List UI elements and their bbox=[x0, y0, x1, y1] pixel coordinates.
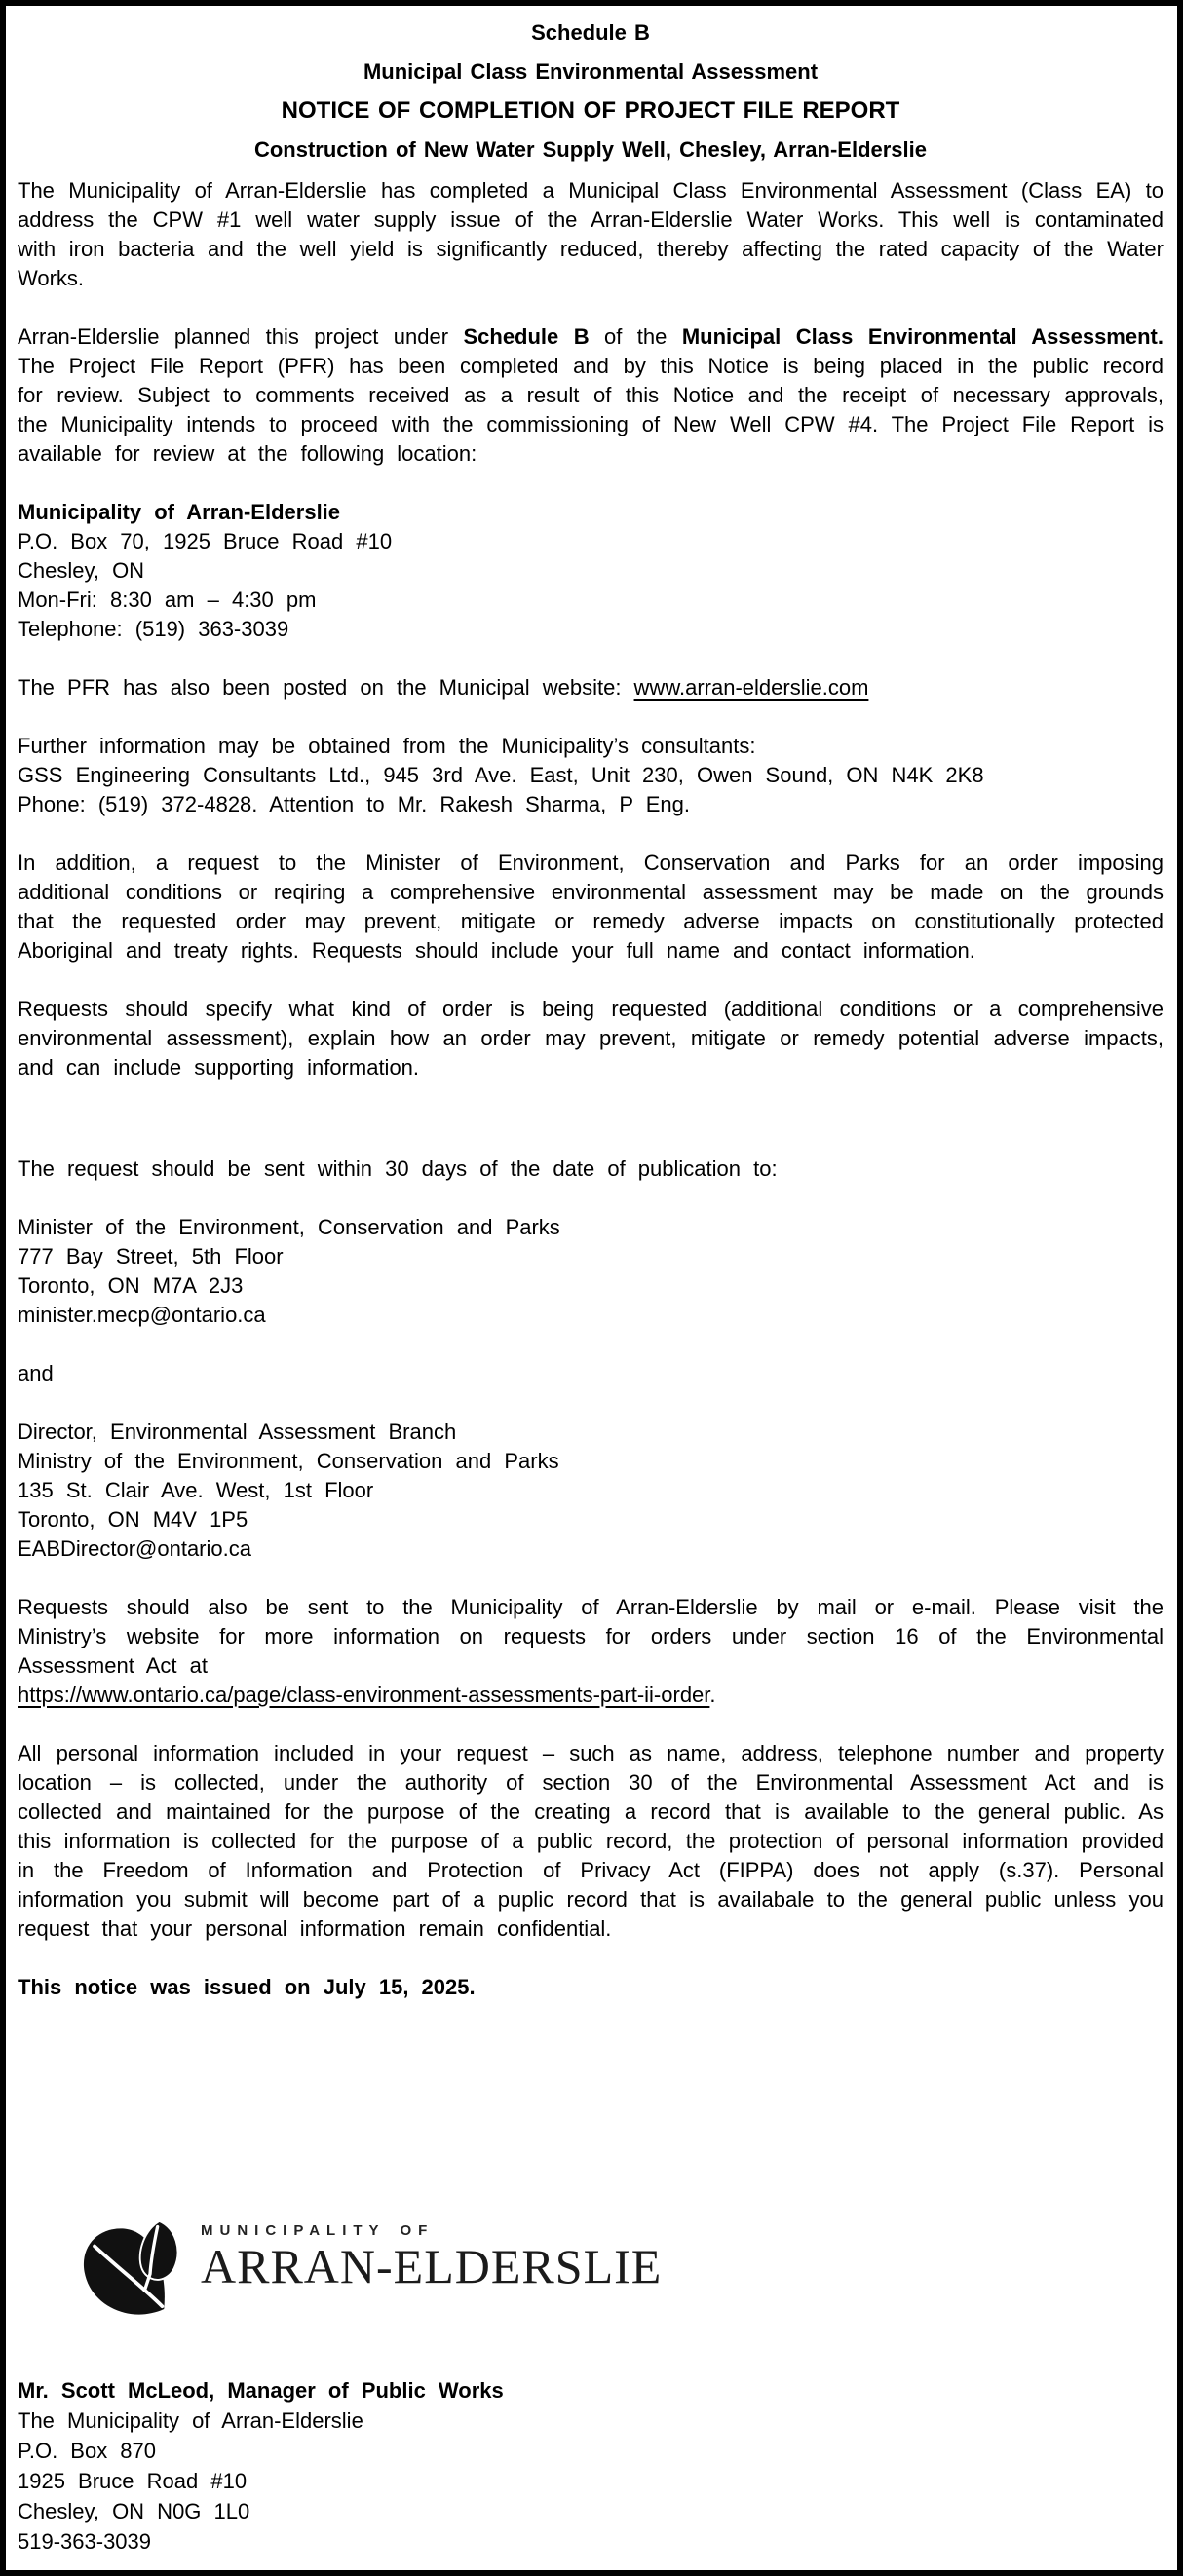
footer-group bbox=[18, 2208, 1164, 2557]
requests-also-paragraph bbox=[18, 1593, 1164, 1710]
consultants-block bbox=[18, 732, 1164, 819]
pfr-website-line bbox=[18, 673, 1164, 702]
municipal-class-ea-bold: Municipal Class Environmental Assessment. bbox=[681, 324, 1164, 349]
consultants-address-line: GSS Engineering Consultants Ltd., 945 3rd Ave. East, Unit 230, Owen Sound, ON N4K 2K8 bbox=[18, 763, 984, 787]
heading-schedule: Schedule B bbox=[531, 20, 650, 45]
specify-paragraph: Requests should specify what kind of order is being requested (additional conditions or a comprehensive environmental assessment), explain how an order may prevent, mitigate or remedy potential adverse impacts, and can include supporting information. bbox=[18, 997, 1164, 1080]
director-title-line: Director, Environmental Assessment Branch bbox=[18, 1420, 457, 1444]
minister-email: minister.mecp@ontario.ca bbox=[18, 1303, 266, 1327]
municipality-logo bbox=[78, 2217, 1164, 2336]
signature-phone-line: 519-363-3039 bbox=[18, 2529, 152, 2554]
signature-block bbox=[18, 2375, 1164, 2557]
schedule-paragraph-text: Arran-Elderslie planned this project under bbox=[18, 324, 464, 349]
send-within-30-days-line: The request should be sent within 30 days of the date of publication to: bbox=[18, 1156, 778, 1181]
logo-small-text: MUNICIPALITY OF bbox=[201, 2222, 435, 2239]
schedule-paragraph-text: of the bbox=[589, 324, 682, 349]
heading-notice-of-completion: NOTICE OF COMPLETION OF PROJECT FILE REPORT bbox=[281, 97, 900, 124]
director-street-line: 135 St. Clair Ave. West, 1st Floor bbox=[18, 1478, 374, 1502]
logo-text bbox=[201, 2217, 662, 2292]
schedule-paragraph-text: The Project File Report (PFR) has been completed and by this Notice is being placed in the public record for review. Subject to comments received as a result of this Notice and the receipt of necessary approvals, the Municipality intends to proceed with the commissioning of New Well CPW #4. The Project File Report is available for review at the following location: bbox=[18, 354, 1164, 466]
consultants-intro-line: Further information may be obtained from the Municipality’s consultants: bbox=[18, 734, 756, 758]
minister-title-line: Minister of the Environment, Conservation and Parks bbox=[18, 1215, 560, 1239]
schedule-b-bold: Schedule B bbox=[463, 324, 590, 349]
order-request-paragraph: In addition, a request to the Minister of Environment, Conservation and Parks for an order imposing additional conditions or reqiring a comprehensive environmental assessment may be made on the grounds that the requested order may prevent, mitigate or remedy adverse impacts on constitutionally protected Aboriginal and treaty rights. Requests should include your full name and contact information. bbox=[18, 851, 1164, 963]
and-separator: and bbox=[18, 1361, 54, 1385]
pfr-website-text: The PFR has also been posted on the Municipal website: bbox=[18, 675, 634, 700]
municipality-address-block bbox=[18, 498, 1164, 644]
municipality-address-line: P.O. Box 70, 1925 Bruce Road #10 bbox=[18, 529, 393, 553]
logo-large-text: ARRAN-ELDERSLIE bbox=[201, 2239, 663, 2293]
schedule-paragraph bbox=[18, 322, 1164, 469]
privacy-paragraph: All personal information included in your request – such as name, address, telephone number and property location – is collected, under the authority of section 30 of the Environmental Assessment Act and is collected and maintained for the purpose of the creating a record that is available to the general public. As this information is collected for the purpose of a public record, the protection of personal information provided in the Freedom of Information and Protection of Privacy Act (FIPPA) does not apply (s.37). Personal information you submit will become part of a puplic record that is availabale to the general public unless you request that your personal information remain confidential. bbox=[18, 1741, 1164, 1941]
signature-road-line: 1925 Bruce Road #10 bbox=[18, 2469, 248, 2493]
signature-city-line: Chesley, ON N0G 1L0 bbox=[18, 2499, 250, 2523]
municipality-name: Municipality of Arran-Elderslie bbox=[18, 500, 341, 524]
signature-org-line: The Municipality of Arran-Elderslie bbox=[18, 2408, 363, 2433]
requests-also-period: . bbox=[709, 1683, 716, 1707]
heading-project-title: Construction of New Water Supply Well, Chesley, Arran-Elderslie bbox=[253, 137, 928, 162]
requests-also-text: Requests should also be sent to the Municipality of Arran-Elderslie by mail or e-mail. Please visit the Ministry’s website for more information on requests for orders under section 16 of the Environmental Assessment Act at bbox=[18, 1595, 1164, 1678]
signature-name-line: Mr. Scott McLeod, Manager of Public Works bbox=[18, 2378, 504, 2403]
director-address-block bbox=[18, 1418, 1164, 1564]
minister-street-line: 777 Bay Street, 5th Floor bbox=[18, 1244, 284, 1269]
municipality-address-line: Chesley, ON bbox=[18, 558, 145, 583]
intro-paragraph: The Municipality of Arran-Elderslie has completed a Municipal Class Environmental Assessment (Class EA) to address the CPW #1 well water supply issue of the Arran-Elderslie Water Works. This well is contaminated with iron bacteria and the well yield is significantly reduced, thereby affecting the rated capacity of the Water Works. bbox=[18, 178, 1164, 290]
consultants-phone-line: Phone: (519) 372-4828. Attention to Mr. Rakesh Sharma, P Eng. bbox=[18, 792, 690, 816]
minister-city-line: Toronto, ON M7A 2J3 bbox=[18, 1273, 244, 1298]
municipality-phone-line: Telephone: (519) 363-3039 bbox=[18, 617, 289, 641]
director-ministry-line: Ministry of the Environment, Conservation and Parks bbox=[18, 1449, 559, 1473]
leaf-icon bbox=[78, 2217, 187, 2336]
minister-address-block bbox=[18, 1213, 1164, 1330]
heading-class-ea: Municipal Class Environmental Assessment bbox=[363, 59, 819, 84]
signature-pobox-line: P.O. Box 870 bbox=[18, 2439, 157, 2463]
municipal-website-link[interactable]: www.arran-elderslie.com bbox=[633, 675, 869, 700]
ontario-ca-order-link[interactable]: https://www.ontario.ca/page/class-environment-assessments-part-ii-order bbox=[18, 1683, 710, 1707]
municipality-hours-line: Mon-Fri: 8:30 am – 4:30 pm bbox=[18, 587, 317, 612]
director-email: EABDirector@ontario.ca bbox=[18, 1536, 251, 1561]
director-city-line: Toronto, ON M4V 1P5 bbox=[18, 1507, 248, 1532]
issued-date-line: This notice was issued on July 15, 2025. bbox=[18, 1975, 476, 1999]
